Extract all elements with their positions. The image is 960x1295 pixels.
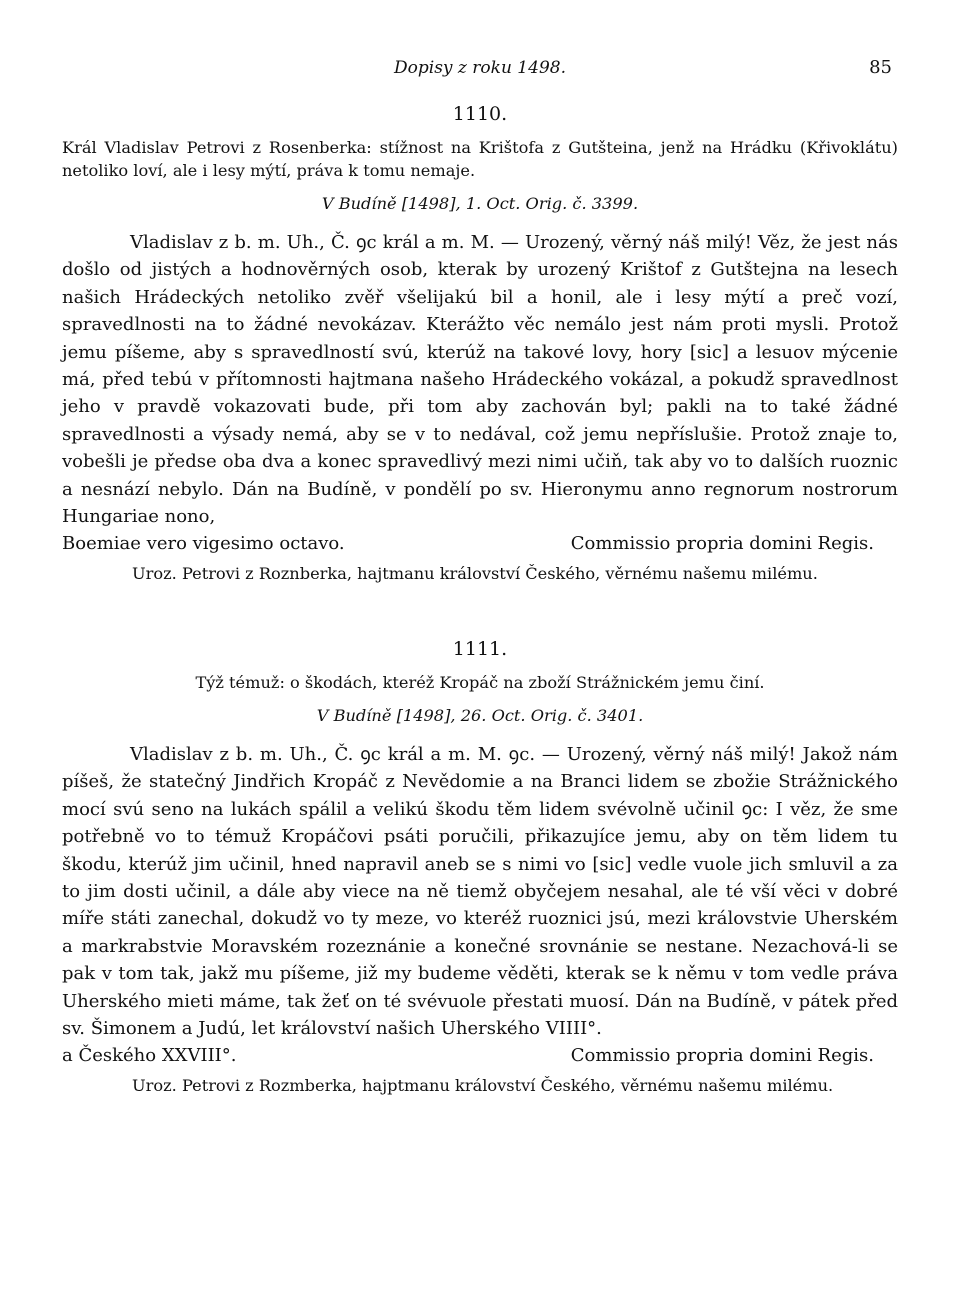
closing-date: a Českého XXVIII°. — [62, 1045, 237, 1067]
letter-body: Vladislav z b. m. Uh., Č. ꝯc král a m. M. ꝯc. — Urozený, věrný náš milý! Jakož nám píšeš, že statečný Jindřich Kropáč z Nevědomie a na Branci lidem se zbožie Strážnického mocí svú seno na lukách spálil a velikú škodu těm lidem svévolně učinil ꝯc: I věz, že sme potřebně vo to témuž Kropáčovi psáti poručili, přikazujíce jemu, aby on těm lidem tu škodu, kterúž jim učinil, hned napravil aneb se s nimi vo [sic] vedle vuole jich smluvil a za to jim dosti učinil, a dále aby viece na ně tiemž obyčejem nesahal, ale té vší věci v dobré míře státi zanechal, dokudž vo ty meze, vo kteréž ruoznici jsú, mezi královstvie Uherském a markrabstvie Moravském rozeznánie a konečné srovnánie se nestane. Nezachová-li se pak v tom tak, jakž mu píšeme, již my budeme věděti, kterak se k němu v tom vedle práva Uherského mieti máme, tak žeť on té svévuole přestati muosí. Dán na Budíně, v pátek před sv. Šimonem a Judú, let království našich Uherského VIIII°. — [62, 743, 898, 1039]
letter-number: 1111. — [452, 637, 508, 660]
closing-commission: Commissio propria domini Regis. — [570, 1045, 874, 1067]
running-title: Dopisy z roku 1498. — [394, 58, 566, 78]
letter-summary: Král Vladislav Petrovi z Rosenberka: stížnost na Krištofa z Gutšteina, jenž na Hrádku (Křivoklátu) netoliko loví, ale i lesy mýtí, práva k tomu nemaje. — [62, 138, 898, 180]
running-head — [0, 56, 960, 80]
letter-closing — [62, 530, 898, 557]
page-content — [62, 100, 898, 1097]
letter-closing — [62, 1042, 898, 1069]
letter-address: Uroz. Petrovi z Rozmberka, hajptmanu království Českého, věrnému našemu milému. — [132, 1075, 834, 1095]
letter-source: V Budíně [1498], 1. Oct. Orig. č. 3399. — [321, 194, 639, 213]
letter-source: V Budíně [1498], 26. Oct. Orig. č. 3401. — [316, 705, 644, 725]
closing-date: Boemiae vero vigesimo octavo. — [62, 533, 345, 555]
closing-commission: Commissio propria domini Regis. — [570, 533, 874, 555]
letter-1110 — [62, 100, 898, 585]
letter-address: Uroz. Petrovi z Roznberka, hajtmanu království Českého, věrnému našemu milému. — [132, 563, 818, 583]
letter-1111 — [62, 635, 898, 1097]
letter-number: 1110. — [452, 103, 508, 125]
letter-summary: Týž témuž: o škodách, kteréž Kropáč na zboží Strážnickém jemu činí. — [195, 672, 765, 692]
letter-body: Vladislav z b. m. Uh., Č. ꝯc král a m. M. — Urozený, věrný náš milý! Věz, že jest nás došlo od jistých a hodnověrných osob, kterak by urozený Krištof z Gutštejna na lesech našich Hrádeckých netoliko zvěř všelijakú bil a honil, ale i lesy mýtí a preč vozí, spravedlnosti na to žádné nevokázav. Kterážto věc nemálo jest nám proti mysli. Protož jemu píšeme, aby s spravedlností svú, kterúž na takové lovy, hory [sic] a lesuov mýcenie má, před tebú v přítomnosti hajtmana našeho Hrádeckého vokázal, a pokudž spravedlnost jeho v pravdě vokazovati bude, při tom aby zachován byl; pakli na to také žádné spravedlnosti a výsady nemá, aby se v to nedával, což jemu nepříslušie. Protož znaje to, vobešli je předse oba dva a konec spravedlivý mezi nimi učiň, tak aby vo to dalších ruoznic a nesnází nebylo. Dán na Budíně, v pondělí po sv. Hieronymu anno regnorum nostrorum Hungariae nono, — [62, 232, 898, 528]
page-number: 85 — [869, 57, 892, 78]
